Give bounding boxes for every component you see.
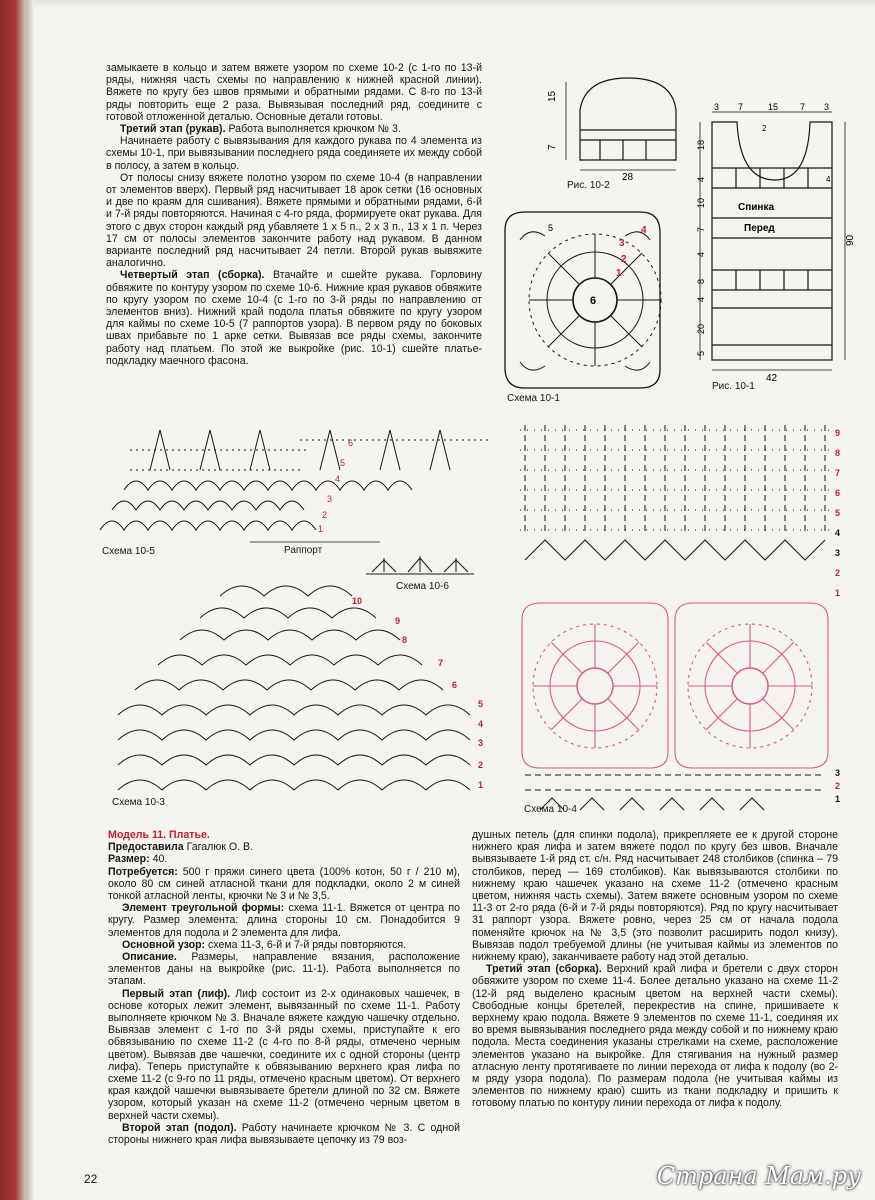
chart-10-3-rows [352,596,483,790]
svg-text:6: 6 [452,680,458,690]
svg-text:9: 9 [395,616,401,626]
model-stage2: Второй этап (подол). Работу начинаете крючком № 3. С одной стороны нижнего края лифа вывязываете цепочку из 79 воз- [108,1121,461,1147]
dim-10-1-small-b: 4 [826,175,831,184]
heading-stage3: Третий этап (рукав). [120,123,226,136]
model-author: Предоставила Гагалюк О. В. [108,841,254,854]
model-main-pattern: Основной узор: схема 11-3, 6-й и 7-й ряды повторяются. [122,938,407,951]
paragraph-stage3: Третий этап (рукав). Работа выполняется крючком № 3. [120,123,401,136]
dim-10-2-height2: 7 [547,144,558,150]
svg-text:2: 2 [835,781,841,791]
dim-10-1-small-a: 2 [762,124,767,133]
text-column-model-11 [108,829,460,1146]
dim-10-2-height1: 15 [547,90,558,102]
svg-text:3: 3 [619,238,625,249]
svg-text:2: 2 [835,568,841,578]
svg-text:1: 1 [478,780,484,790]
chart-10-4-motifs [522,603,828,768]
svg-text:20: 20 [696,323,706,334]
chart-10-4-rows [835,428,840,804]
paragraph-stage3-start: Начинаете работу с вывязывания для каждого рукава по 4 элемента из схемы 10-1, при вывязывании последнего ряда соединяете их между собой в полосу, а затем в кольцо. [106,135,482,172]
svg-text:1: 1 [616,268,622,279]
figure-10-1 [700,112,845,370]
dim-10-1-top [714,102,829,112]
svg-text:9: 9 [835,428,841,438]
svg-text:7: 7 [438,658,444,668]
model-triangle-element: Элемент треугольной формы: схема 11-1. Вяжется от центра по кругу. Размер элемента: длина стороны 10 см. Понадобится 9 элементов для подола и 2 элемента для лифа. [108,902,460,939]
text-column-right [472,829,838,1110]
chart-10-1 [505,212,661,388]
figure-10-2 [566,78,676,170]
svg-text:1: 1 [835,588,841,598]
svg-text:3: 3 [714,102,720,112]
svg-text:5: 5 [478,699,484,709]
svg-text:8: 8 [402,635,408,645]
caption-sx-10-6: Схема 10-6 [396,581,449,592]
model-size: Размер: 40. [108,853,168,866]
svg-text:8: 8 [696,278,706,284]
label-pered: Перед [744,223,775,234]
caption-sx-10-5: Схема 10-5 [102,546,155,557]
svg-text:7: 7 [800,102,806,112]
svg-text:4: 4 [641,225,647,236]
svg-text:2: 2 [478,760,484,770]
svg-text:3: 3 [824,102,830,112]
chart-10-3 [118,586,470,790]
caption-sx-10-1: Схема 10-1 [507,393,560,404]
model-title: Модель 11. Платье. [108,829,210,841]
dim-10-1-width: 42 [766,373,778,384]
svg-text:7: 7 [835,468,841,478]
svg-text:5: 5 [696,350,706,356]
chart-10-6 [366,556,474,574]
svg-text:4: 4 [478,719,484,729]
svg-text:6: 6 [348,438,354,448]
svg-text:4: 4 [835,528,841,538]
svg-text:10: 10 [352,596,363,606]
svg-text:1: 1 [318,524,324,534]
paragraph-stage3-body: От полосы снизу вяжете полотно узором по схеме 10-4 (в направлении от элементов вверх). Первый ряд насчитывает 18 арок сетки (16 основных и две по краям для сшивания). Вяжете прямыми и обратными рядами, 6-й и 7-й ряды повторяются. Начиная с 4-го ряда, формируете окат рукава. Для этого с двух сторон каждый ряд убавляете 1 х 5 п., 2 х 3 п., 13 х 1 п. Через 17 см от полосы элементов закончите работу над рукавом. В данном варианте последний ряд насчитывает 24 петли. Второй рукав вывяжите аналогично. [106,171,482,270]
svg-text:10: 10 [696,197,706,208]
caption-sx-10-3: Схема 10-3 [112,797,165,808]
svg-text:4: 4 [696,296,706,302]
caption-ris-10-2: Рис. 10-2 [567,180,610,191]
paragraph-intro: замыкаете в кольцо и затем вяжете узором по схеме 10-2 (с 1-го по 13-й ряды, нижняя часть схемы по направлению к нижней красной линии). Вяжете по кругу без швов прямыми и обратными рядами. С 8-го по 13-й ряды повторить еще 2 раза. Вывязывая последний ряд, соедините с готовой отложенной деталью. Основные детали готовы. [106,62,482,123]
chart-10-1-center: 6 [590,295,597,307]
chart-10-1-arch: 5 [548,223,554,233]
svg-text:15: 15 [768,102,779,112]
caption-sx-10-4: Схема 10-4 [524,804,577,815]
svg-text:4: 4 [696,251,706,257]
paragraph-stage2-continued: душных петель (для спинки подола), прикрепляете ее к другой стороне нижнего края лифа и затем вяжете подол по кругу без швов. Вначале вывязываете 1-й ряд ст. с/н. Ряд насчитывает 248 столбиков (спинка – 79 столбиков, перед — 169 столбиков). Как вывязываются столбики по нижнему краю чашечек указано на схеме 11-2 (отмечено красным цветом, нижняя часть схемы). Затем вяжете основным узором по схеме 11-3 от 2-го ряда (6-й и 7-й ряды повторяются). Ряд по кругу насчитывает 31 раппорт узора. Вяжете ровно, через 25 см от начала подола поменяйте крючок на № 3,5 (это позволит расширить подол книзу). Вывязав подол требуемой длины (не учитывая каймы из элементов по нижнему краю), заканчиваете работу над этой деталью. [472,829,838,964]
dim-10-1-side [696,140,706,356]
dim-10-2-width: 28 [622,172,634,183]
svg-text:3: 3 [835,768,841,778]
watermark: Страна Мам.ру [656,1162,861,1190]
svg-text:5: 5 [340,458,346,468]
heading-stage4: Четвертый этап (сборка). [120,269,265,282]
svg-text:7: 7 [696,226,706,232]
svg-text:3: 3 [327,494,333,504]
svg-text:18: 18 [696,139,706,150]
svg-text:5: 5 [835,508,841,518]
model-materials: Потребуется: 500 г пряжи синего цвета (100% котон, 50 г / 210 м), около 80 см синей атласной ткани для подкладки, около 2 м синей тонкой атласной ленты, крючки № 3 и № 3,5. [108,865,460,903]
caption-ris-10-1: Рис. 10-1 [712,381,755,392]
svg-text:7: 7 [738,102,744,112]
model-stage1: Первый этап (лиф). Лиф состоит из 2-х одинаковых чашечек, в основе которых лежит элемент, вывязанный по схеме 11-1. Работу выполняете крючком № 3. Вначале вяжете каждую чашечку отдельно. Вывязав элемент с 1-го по 3-й ряды схемы, приступайте к его обвязыванию по схеме 11-2 (с 4-го по 8-й ряды, отмечено черным цветом). Вывязав две чашечки, соедините их с одной стороны (центр лифа). Теперь приступайте к обвязыванию верхнего края лифа по схеме 11-2 (с 9-го по 11 ряды, отмечено красным цветом). От верхнего края каждой чашечки вывязываете бретели длиной по 32 см. Вяжете узором, который указан на схеме 11-2 (отмечено черным цветом в верхней части схемы). [108,987,460,1122]
dim-10-1-total: 90 [845,234,856,246]
svg-text:3: 3 [835,548,841,558]
svg-text:1: 1 [835,794,841,804]
svg-text:2: 2 [322,510,328,520]
svg-text:4: 4 [696,176,706,182]
chart-10-5 [100,430,490,542]
svg-text:4: 4 [335,474,341,484]
svg-text:2: 2 [621,254,627,265]
svg-text:8: 8 [835,448,841,458]
svg-text:3: 3 [478,738,484,748]
paragraph-stage4: Четвертый этап (сборка). Втачайте и сшейте рукава. Горловину обвяжите по контуру узором по схеме 10-6. Нижние края рукавов обвяжите по кругу узором по схеме 10-4 (с 1-го по 3-й ряды по направлению от элементов вниз). Нижний край подола платья обвяжите по кругу узором для каймы по схеме 10-5 (7 раппортов узора). В первом ряду по боковых швах прибавьте по 1 арке сетки. Вывязав все ряды схемы, закончите работу над платьем. По этой же выкройке (рис. 10-1) сшейте платье-подкладку маечного фасона. [106,269,482,367]
caption-rapport: Раппорт [284,545,323,556]
page-number: 22 [84,1172,98,1186]
label-spinka: Спинка [738,202,775,213]
model-description: Описание. Размеры, направление вязания, расположение элементов даны на выкройке (рис. 11-1). Работа выполняется по этапам. [108,951,460,988]
paragraph-stage3-assembly: Третий этап (сборка). Верхний край лифа и бретели с двух сторон обвяжите узором по схеме 11-4. Более детально указано на схеме 11-2 (12-й ряд выделено красным цветом на верхней части схемы). Свободные концы бретелей, перекрестив на спине, пришиваете к верхнему краю подола. Вяжете 9 элементов по схеме 11-1, соединяя их во время вывязывания последнего ряда между собой и по нижнему краю подола. Места соединения указаны стрелками на схеме, расположение элементов указано на выкройке. Для стягивания на нужный размер атласную ленту протягиваете по линии перехода от лифа к подолу (во 2-м ряду узора подола). По размерам подола (не учитывая каймы из элементов по нижнему краю) сшить из ткани подкладку и пришить к готовому платью по контуру линии перехода от лифа к подолу. [472,963,839,1110]
svg-text:6: 6 [835,488,841,498]
